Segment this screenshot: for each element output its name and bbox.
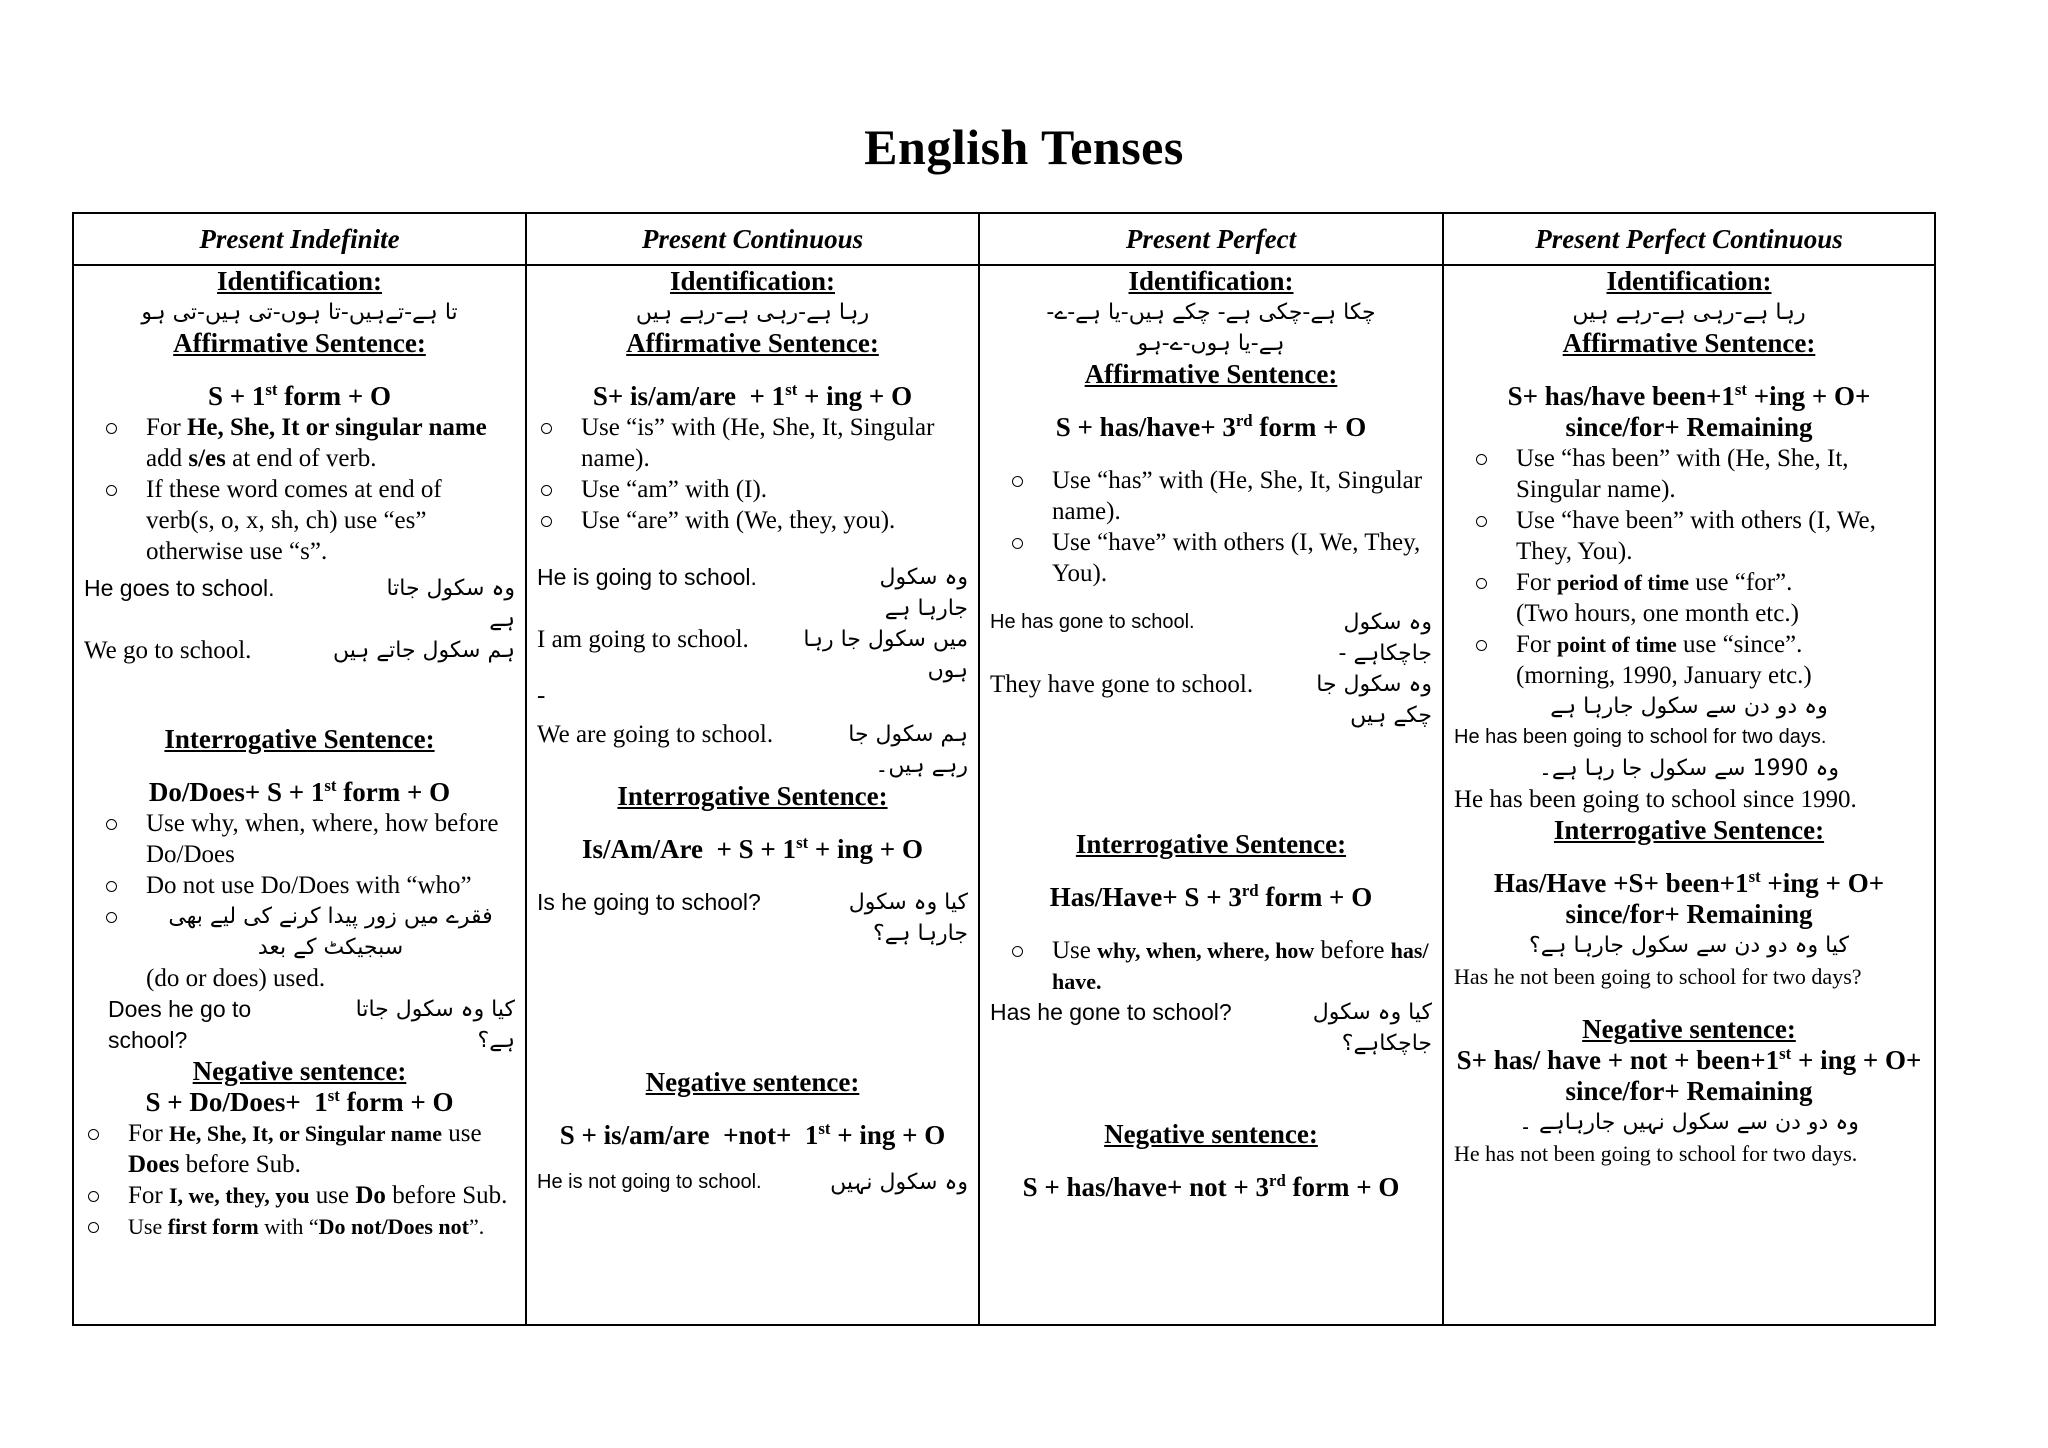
interrogative-heading: Interrogative Sentence: [164, 724, 435, 754]
example-sentence: We are going to school. ہم سکول جا رہے ہیں۔ [537, 721, 968, 778]
affirmative-rules [1454, 443, 1924, 691]
example-sentence: He has been going to school for two days. [1454, 726, 1827, 748]
example-sentence: He is going to school. وہ سکول جارہا ہے [537, 564, 968, 621]
interrogative-heading: Interrogative Sentence: [617, 781, 888, 811]
col-header-present-indefinite: Present Indefinite [73, 213, 526, 265]
identification-heading: Identification: [1128, 266, 1294, 296]
interrogative-formula: Has/Have +S+ been+1st +ing + O+ since/for+ Remaining [1493, 867, 1885, 929]
negative-formula: S + is/am/are +not+ 1st + ing + O [559, 1119, 946, 1150]
identification-urdu: تا ہے-تےہیں-تا ہوں-تی ہیں-تی ہو [141, 300, 458, 325]
page-title: English Tenses [864, 119, 1184, 175]
col-header-present-perfect-continuous: Present Perfect Continuous [1443, 213, 1935, 265]
example-sentence: He goes to school. وہ سکول جاتا ہے [84, 575, 515, 632]
cell-present-perfect-continuous [1443, 265, 1935, 1325]
affirmative-heading: Affirmative Sentence: [173, 328, 426, 358]
negative-formula: S+ has/ have + not + been+1st + ing + O+ since/for+ Remaining [1456, 1044, 1922, 1106]
col-header-present-continuous: Present Continuous [526, 213, 979, 265]
interrogative-formula: Do/Does+ S + 1st form + O [148, 776, 451, 807]
list-item: Use “have” with others (I, We, They, You). [1008, 527, 1432, 589]
interrogative-formula: Has/Have+ S + 3rd form + O [1049, 881, 1373, 912]
interrogative-heading: Interrogative Sentence: [1553, 815, 1825, 845]
interrogative-formula: Is/Am/Are + S + 1st + ing + O [582, 833, 923, 864]
negative-heading: Negative sentence: [1582, 1014, 1796, 1044]
negative-formula: S + Do/Does+ 1st form + O [145, 1086, 454, 1117]
list-item: Use “am” with (I). [537, 474, 968, 505]
negative-heading: Negative sentence: [1104, 1119, 1318, 1149]
dash-mark: - [537, 682, 546, 709]
col-header-present-perfect: Present Perfect [979, 213, 1443, 265]
list-item: Use first form with “Do not/Does not”. [84, 1211, 515, 1242]
list-item: For period of time use “for”. (Two hours, one month etc.) [1472, 567, 1924, 629]
example-sentence: They have gone to school. وہ سکول جا چکے ہیں [990, 671, 1432, 728]
identification-heading: Identification: [217, 266, 382, 296]
affirmative-rules [519, 412, 968, 536]
example-urdu: وہ دو دن سے سکول نہیں جارہاہے ۔ [1519, 1110, 1859, 1135]
affirmative-rules [84, 412, 515, 567]
identification-urdu: چکا ہے-چکی ہے- چکے ہیں-یا ہے-ے-ہے-یا ہوں-ے-ہو [1046, 300, 1376, 356]
identification-urdu: رہا ہے-رہی ہے-رہے ہیں [1572, 300, 1806, 325]
example-urdu: کیا وہ دو دن سے سکول جارہا ہے؟ [1529, 933, 1849, 958]
negative-heading: Negative sentence: [645, 1067, 860, 1097]
tenses-table [72, 212, 1936, 1326]
identification-heading: Identification: [670, 266, 835, 296]
example-sentence: He is not going to school. وہ سکول نہیں [537, 1170, 968, 1195]
interrogative-heading: Interrogative Sentence: [1075, 829, 1347, 859]
list-item: Do not use Do/Does with “who” [102, 870, 515, 901]
example-sentence: Does he go to school? کیا وہ سکول جاتا ہے؟ [108, 996, 515, 1053]
list-item: Use “are” with (We, they, you). [537, 505, 968, 536]
list-item: For He, She, It or singular name add s/es at end of verb. [102, 412, 515, 474]
example-sentence: Is he going to school? کیا وہ سکول جارہا ہے؟ [537, 889, 968, 946]
affirmative-formula: S+ has/have been+1st +ing + O+ since/for+ Remaining [1507, 380, 1871, 442]
cell-present-continuous [526, 265, 979, 1325]
cell-present-perfect [979, 265, 1443, 1325]
affirmative-formula: S+ is/am/are + 1st + ing + O [592, 380, 913, 411]
example-sentence: We go to school. ہم سکول جاتے ہیں [84, 637, 515, 664]
example-urdu: وہ 1990 سے سکول جا رہا ہے۔ [1539, 756, 1839, 781]
example-urdu: وہ دو دن سے سکول جارہا ہے [1550, 694, 1828, 719]
example-sentence: He has gone to school. وہ سکول جاچکاہے - [990, 610, 1432, 666]
example-sentence: He has not been going to school for two days. [1454, 1141, 1858, 1166]
affirmative-rules [990, 465, 1432, 589]
negative-rules [66, 1118, 515, 1242]
affirmative-formula: S + has/have+ 3rd form + O [1055, 411, 1367, 442]
list-item: If these word comes at end of verb(s, o, x, sh, ch) use “es” otherwise use “s”. [102, 474, 515, 567]
list-item: Use “has been” with (He, She, It, Singular name). [1472, 443, 1924, 505]
affirmative-formula: S + 1st form + O [207, 380, 392, 411]
example-sentence: Has he gone to school? کیا وہ سکول جاچکاہے؟ [990, 999, 1432, 1056]
list-item: For I, we, they, you use Do before Sub. [84, 1180, 515, 1211]
list-item: Use why, when, where, how before Do/Does [102, 808, 515, 870]
interrogative-rules [990, 935, 1432, 997]
list-item: Use “have been” with others (I, We, They, You). [1472, 505, 1924, 567]
header-row [73, 213, 1935, 265]
list-item: For He, She, It, or Singular name use Does before Sub. [84, 1118, 515, 1180]
affirmative-heading: Affirmative Sentence: [1084, 359, 1338, 389]
example-sentence: He has been going to school since 1990. [1454, 786, 1857, 813]
identification-heading: Identification: [1606, 266, 1772, 296]
list-item: Use “has” with (He, She, It, Singular name). [1008, 465, 1432, 527]
list-item: فقرے میں زور پیدا کرنے کی لیے بھی سبجیکٹ کے بعد (do or does) used. [102, 901, 515, 994]
negative-heading: Negative sentence: [192, 1056, 407, 1086]
identification-urdu: رہا ہے-رہی ہے-رہے ہیں [635, 300, 870, 325]
cell-present-indefinite [73, 265, 526, 1325]
list-item: For point of time use “since”. (morning, 1990, January etc.) [1472, 629, 1924, 691]
list-item: Use why, when, where, how before has/ have. [1008, 935, 1432, 997]
negative-formula: S + has/have+ not + 3rd form + O [1022, 1171, 1400, 1202]
affirmative-heading: Affirmative Sentence: [1562, 328, 1816, 358]
affirmative-heading: Affirmative Sentence: [626, 328, 879, 358]
list-item: Use “is” with (He, She, It, Singular name). [537, 412, 968, 474]
interrogative-rules [84, 808, 515, 994]
example-sentence: Has he not been going to school for two days? [1454, 964, 1862, 989]
example-sentence: I am going to school. میں سکول جا رہا ہوں [537, 626, 968, 683]
